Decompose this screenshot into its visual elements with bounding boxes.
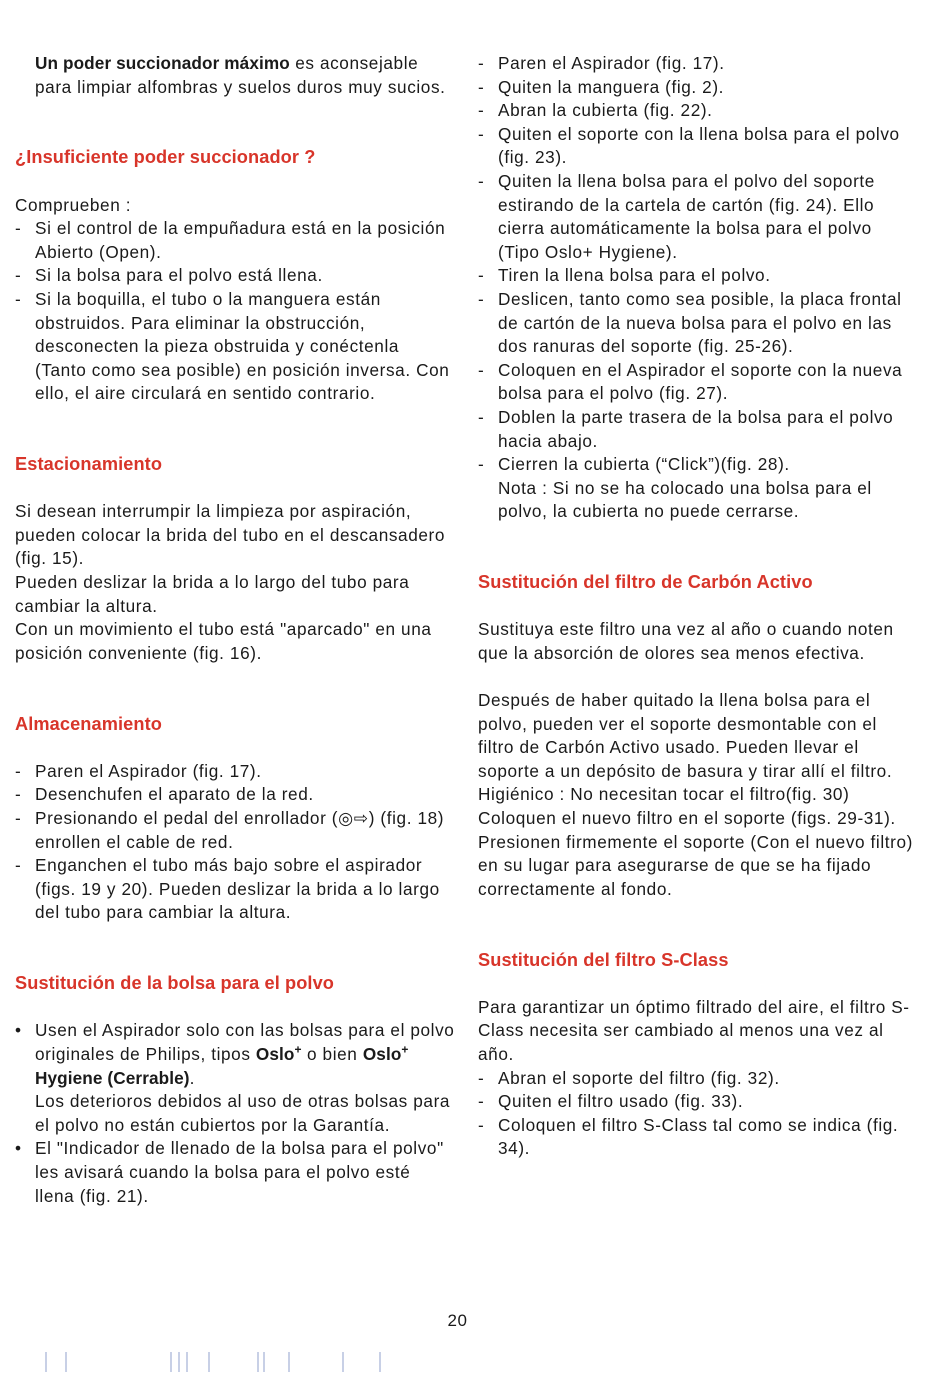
- sclass-steps: [478, 1067, 918, 1161]
- heading-almacenamiento: Almacenamiento: [15, 713, 162, 734]
- intro-paragraph: [15, 52, 455, 99]
- intro-rest: es aconsejable para limpiar alfombras y suelos duros muy sucios.: [35, 53, 446, 97]
- almacenamiento-list: [15, 760, 455, 925]
- bolsa-list: [15, 1019, 455, 1208]
- list-item: - Abran la cubierta (fig. 22).: [478, 100, 713, 121]
- page-number: 20: [447, 1311, 468, 1330]
- heading-estacionamiento: Estacionamiento: [15, 454, 163, 475]
- carbon-line: Después de haber quitado la llena bolsa para el polvo, pueden ver el soporte desmontable con el filtro de Carbón Activo usado. Pueden llevar el soporte a un depósito de basura y tirar allí el filtro.: [478, 690, 893, 781]
- list-item: - Doblen la parte trasera de la bolsa para el polvo hacia abajo.: [478, 406, 894, 451]
- list-item: - Quiten el filtro usado (fig. 33).: [478, 1091, 744, 1112]
- list-item: - Paren el Aspirador (fig. 17).: [15, 760, 262, 781]
- list-item: • Usen el Aspirador solo con las bolsas para el polvo originales de Philips, tipos Oslo+ o bien Oslo+ Hygiene (Cerrable). Los deterioros debidos al uso de otras bolsas para el polvo no están cubiertos por la Garantía.: [15, 1020, 455, 1135]
- list-item: - Enganchen el tubo más bajo sobre el aspirador (figs. 19 y 20). Pueden deslizar la brida a lo largo del tubo para cambiar la altura.: [15, 855, 440, 923]
- estacionamiento-line: Pueden deslizar la brida a lo largo del tubo para cambiar la altura.: [15, 572, 410, 616]
- carbon-line: Coloquen el nuevo filtro en el soporte (figs. 29-31).: [478, 808, 896, 828]
- left-column: [15, 52, 455, 1208]
- list-item: - Si el control de la empuñadura está en la posición Abierto (Open).: [15, 218, 446, 262]
- list-item: - Coloquen el filtro S-Class tal como se indica (fig. 34).: [478, 1114, 899, 1159]
- carbon-line: Presionen firmemente el soporte (Con el nuevo filtro) en su lugar para asegurarse de que se ha fijado correctamente al fondo.: [478, 831, 913, 899]
- intro-bold: Un poder succionador máximo: [35, 53, 290, 73]
- list-item: - Si la bolsa para el polvo está llena.: [15, 265, 323, 286]
- list-item: - Quiten la manguera (fig. 2).: [478, 76, 725, 97]
- nota: Nota : Si no se ha colocado una bolsa para el polvo, la cubierta no puede cerrarse.: [498, 477, 872, 522]
- checks-list: [15, 217, 455, 406]
- list-item: - Deslicen, tanto como sea posible, la placa frontal de cartón de la nueva bolsa para el polvo en las dos ranuras del soporte (fig. 25-26).: [478, 288, 902, 357]
- carbon-paragraph: Sustituya este filtro una vez al año o cuando noten que la absorción de olores sea menos efectiva.: [478, 619, 894, 663]
- list-item: - Cierren la cubierta (“Click”)(fig. 28).: [478, 454, 790, 475]
- sclass-intro: Para garantizar un óptimo filtrado del aire, el filtro S-Class necesita ser cambiado al menos una vez al año.: [478, 996, 910, 1064]
- list-item: - Tiren la llena bolsa para el polvo.: [478, 265, 771, 286]
- carbon-line: Higiénico : No necesitan tocar el filtro(fig. 30): [478, 784, 850, 805]
- list-item: - Quiten la llena bolsa para el polvo del soporte estirando de la cartela de cartón (fig. 24). Ello cierra automáticamente la bolsa para el polvo (Tipo Oslo+ Hygiene).: [478, 170, 875, 262]
- list-item: - Abran el soporte del filtro (fig. 32).: [478, 1067, 780, 1088]
- print-registration-marks: [45, 1352, 445, 1374]
- heading-sclass: Sustitución del filtro S-Class: [478, 949, 729, 970]
- comprueben-label: Comprueben :: [15, 194, 132, 215]
- right-column: [478, 52, 918, 1161]
- heading-carbon: Sustitución del filtro de Carbón Activo: [478, 572, 813, 593]
- estacionamiento-line: Con un movimiento el tubo está "aparcado" en una posición conveniente (fig. 16).: [15, 619, 432, 663]
- heading-bolsa: Sustitución de la bolsa para el polvo: [15, 973, 335, 994]
- heading-insuficiente: ¿Insuficiente poder succionador ?: [15, 147, 316, 168]
- list-item: - Si la boquilla, el tubo o la manguera están obstruidos. Para eliminar la obstrucción, desconecten la pieza obstruida y conéctenla (Tanto como sea posible) en posición inversa. Con ello, el aire circulará en sentido contrario.: [15, 288, 450, 404]
- list-item: - Coloquen en el Aspirador el soporte con la nueva bolsa para el polvo (fig. 27).: [478, 359, 903, 404]
- list-item: - Quiten el soporte con la llena bolsa para el polvo (fig. 23).: [478, 123, 900, 168]
- list-item: • El "Indicador de llenado de la bolsa para el polvo" les avisará cuando la bolsa para el polvo esté llena (fig. 21).: [15, 1138, 444, 1206]
- list-item: - Desenchufen el aparato de la red.: [15, 784, 314, 805]
- list-item: - Presionando el pedal del enrollador (◎⇨) (fig. 18) enrollen el cable de red.: [15, 808, 445, 852]
- list-item: - Paren el Aspirador (fig. 17).: [478, 53, 725, 73]
- replace-bag-steps: [478, 52, 918, 477]
- estacionamiento-line: Si desean interrumpir la limpieza por aspiración, pueden colocar la brida del tubo en el descansadero (fig. 15).: [15, 501, 446, 569]
